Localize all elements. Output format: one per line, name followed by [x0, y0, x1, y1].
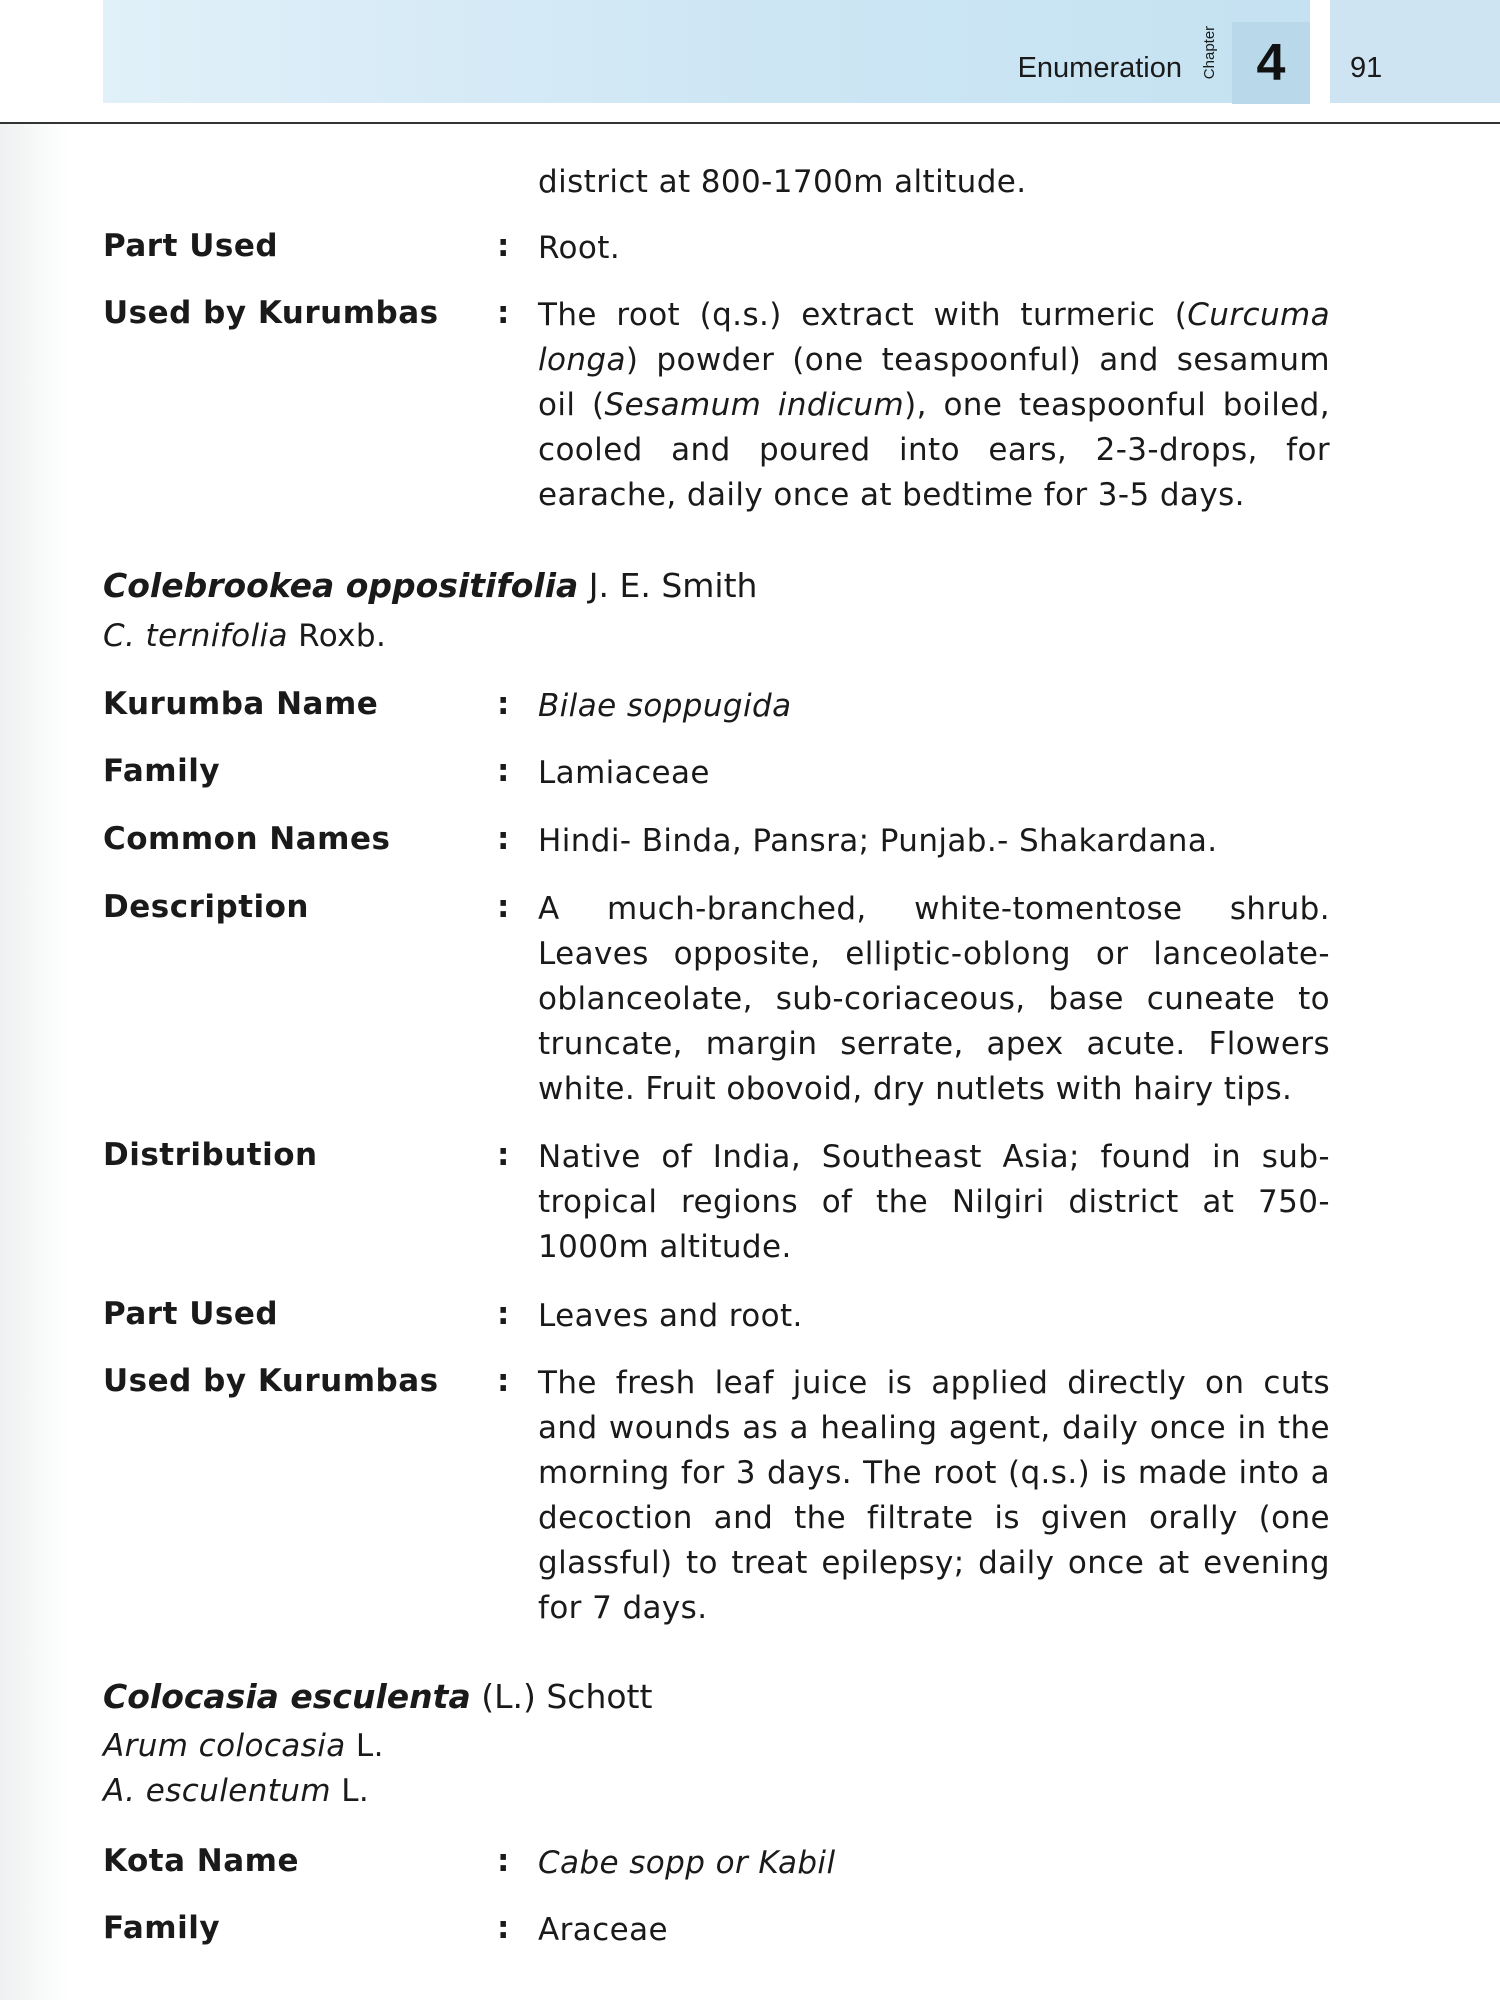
synonym-name: C. ternifolia	[103, 618, 288, 654]
colon: :	[497, 821, 510, 857]
chapter-label	[1198, 22, 1222, 82]
chapter-word: Chapter	[1201, 25, 1219, 79]
synonym-name: A. esculentum	[103, 1773, 331, 1809]
field-label: Used by Kurumbas	[103, 1363, 439, 1399]
synonym-author: Roxb.	[298, 618, 387, 654]
part-used-value: Leaves and root.	[538, 1298, 803, 1334]
text-span: ), one teaspoonful boiled, cooled and poured into ears, 2-3-drops, for earache, daily once at bedtime for 3-5 days.	[538, 387, 1331, 513]
colon: :	[497, 1137, 510, 1173]
field-label: Common Names	[103, 821, 391, 857]
field-label: Distribution	[103, 1137, 318, 1173]
kurumba-name-value: Bilae soppugida	[538, 688, 792, 724]
field-label: Used by Kurumbas	[103, 295, 439, 331]
synonym	[103, 1773, 369, 1809]
used-by-value	[538, 293, 1330, 518]
text-span: The root (q.s.) extract with turmeric (	[538, 297, 1188, 333]
species-heading	[103, 566, 757, 605]
italic-span: Curcuma longa	[538, 297, 1330, 378]
distribution-value: Native of India, Southeast Asia; found in sub-tropical regions of the Nilgiri district at 750-1000m altitude.	[538, 1139, 1330, 1265]
colon: :	[497, 1296, 510, 1332]
field-label: Part Used	[103, 1296, 279, 1332]
field-label: Family	[103, 753, 221, 789]
species-name: Colocasia esculenta	[103, 1677, 471, 1716]
field-label: Kurumba Name	[103, 686, 379, 722]
colon: :	[497, 753, 510, 789]
colon: :	[497, 686, 510, 722]
field-label: Part Used	[103, 228, 279, 264]
colon: :	[497, 1363, 510, 1399]
page-number: 91	[1350, 52, 1383, 84]
part-used-value: Root.	[538, 230, 621, 266]
synonym	[103, 618, 386, 654]
species-author: J. E. Smith	[588, 566, 758, 605]
field-label: Description	[103, 889, 310, 925]
field-label: Kota Name	[103, 1843, 299, 1879]
species-author: (L.) Schott	[481, 1677, 653, 1716]
colon: :	[497, 1910, 510, 1946]
colon: :	[497, 889, 510, 925]
text-span: ) powder (one teaspoonful) and sesamum oil (	[538, 342, 1330, 423]
colon: :	[497, 295, 510, 331]
chapter-number: 4	[1256, 34, 1286, 92]
running-header-title: Enumeration	[1017, 52, 1182, 84]
page-edge-shade	[0, 124, 70, 2000]
colon: :	[497, 1843, 510, 1879]
synonym-name: Arum colocasia	[103, 1728, 346, 1764]
kota-name-value: Cabe sopp or Kabil	[538, 1845, 836, 1881]
synonym-author: L.	[341, 1773, 370, 1809]
used-by-value: The fresh leaf juice is applied directly on cuts and wounds as a healing agent, daily once in the morning for 3 days. The root (q.s.) is made into a decoction and the filtrate is given orally (one glassful) to treat epilepsy; daily once at evening for 7 days.	[538, 1365, 1330, 1626]
italic-span: Sesamum indicum	[604, 387, 905, 423]
family-value: Lamiaceae	[538, 755, 710, 791]
field-label: Family	[103, 1910, 221, 1946]
header-rule	[0, 122, 1500, 124]
family-value: Araceae	[538, 1912, 668, 1948]
species-heading	[103, 1677, 652, 1716]
description-value: A much-branched, white-tomentose shrub. Leaves opposite, elliptic-oblong or lanceolate-oblanceolate, sub-coriaceous, base cuneate to truncate, margin serrate, apex acute. Flowers white. Fruit obovoid, dry nutlets with hairy tips.	[538, 891, 1330, 1107]
common-names-value: Hindi- Binda, Pansra; Punjab.- Shakardana.	[538, 823, 1218, 859]
species-name: Colebrookea oppositifolia	[103, 566, 579, 605]
synonym-author: L.	[355, 1728, 384, 1764]
synonym	[103, 1728, 384, 1764]
continuation-text: district at 800-1700m altitude.	[538, 164, 1027, 200]
colon: :	[497, 228, 510, 264]
